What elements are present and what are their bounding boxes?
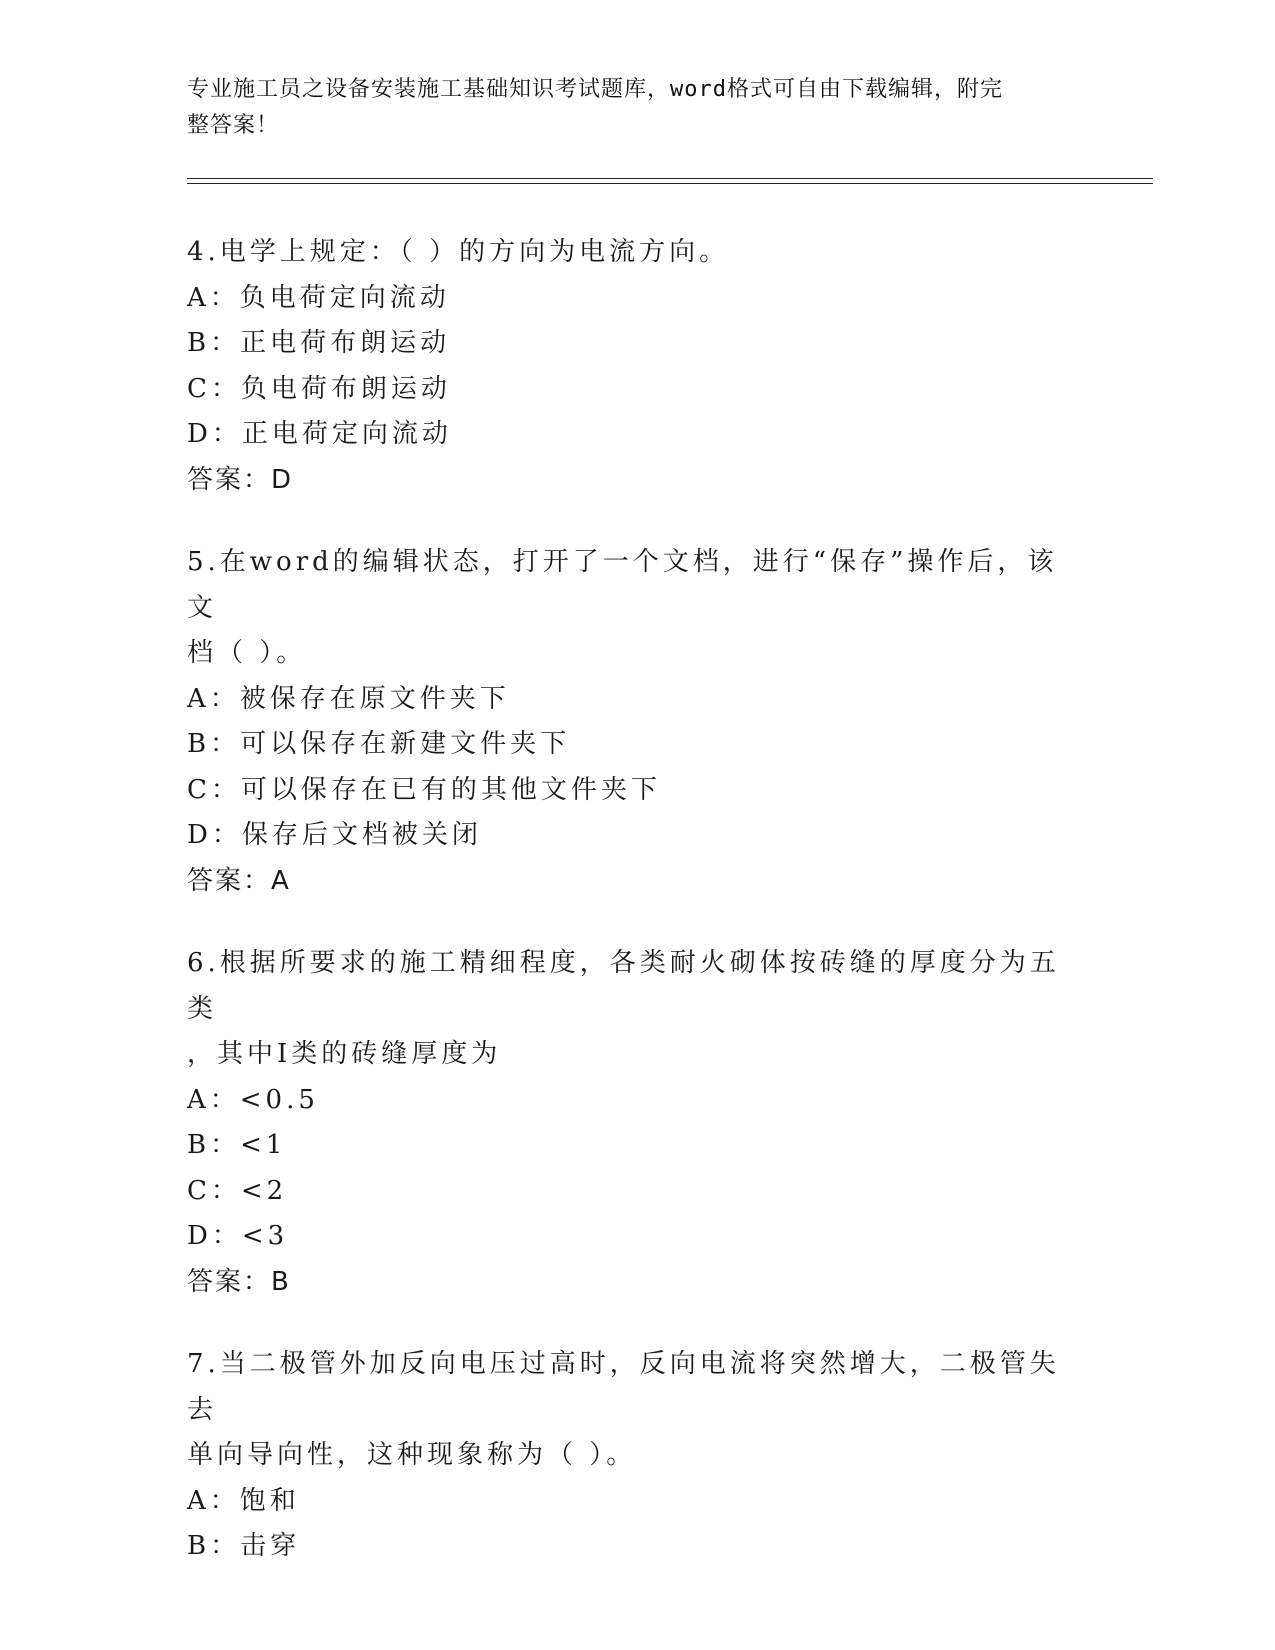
question-6 <box>187 941 1087 1305</box>
answer-line: 答案：A <box>187 865 291 896</box>
option-a: A：饱和 <box>187 1485 300 1516</box>
option-b: B：正电荷布朗运动 <box>187 328 451 358</box>
option-b: B：可以保存在新建文件夹下 <box>187 729 571 759</box>
question-stem-line: ，其中I类的砖缝厚度为 <box>187 1039 502 1069</box>
answer-line: 答案：B <box>187 1266 291 1297</box>
document-header <box>187 72 1067 144</box>
header-divider-bottom <box>187 183 1153 184</box>
question-stem-line: 单向导向性，这种现象称为（ ）。 <box>187 1440 637 1470</box>
header-line-2: 整答案！ <box>187 113 280 138</box>
question-5 <box>187 540 1087 904</box>
header-divider-top <box>187 178 1153 179</box>
question-list <box>187 230 1087 1607</box>
option-a: A：负电荷定向流动 <box>187 282 450 313</box>
option-d: D：<3 <box>187 1221 289 1251</box>
option-b: B：<1 <box>187 1130 287 1160</box>
answer-line: 答案：D <box>187 464 294 495</box>
question-stem-line: 7.当二极管外加反向电压过高时，反向电流将突然增大，二极管失去 <box>187 1349 1060 1425</box>
option-c: C：可以保存在已有的其他文件夹下 <box>187 774 661 805</box>
question-stem-line: 6.根据所要求的施工精细程度，各类耐火砌体按砖缝的厚度分为五类 <box>187 948 1060 1024</box>
question-stem-line: 档（ ）。 <box>187 638 307 668</box>
option-c: C：<2 <box>187 1175 288 1206</box>
question-7 <box>187 1342 1087 1570</box>
option-a: A：<0.5 <box>187 1084 319 1115</box>
header-line-1: 专业施工员之设备安装施工基础知识考试题库，word格式可自由下载编辑，附完 <box>187 77 1003 102</box>
option-b: B：击穿 <box>187 1531 301 1561</box>
option-d: D：正电荷定向流动 <box>187 419 452 449</box>
question-stem-line: 4.电学上规定：（ ）的方向为电流方向。 <box>187 237 730 267</box>
option-c: C：负电荷布朗运动 <box>187 373 451 404</box>
question-4 <box>187 230 1087 503</box>
option-d: D：保存后文档被关闭 <box>187 820 482 850</box>
question-stem-line: 5.在word的编辑状态，打开了一个文档，进行“保存”操作后，该文 <box>187 547 1058 623</box>
option-a: A：被保存在原文件夹下 <box>187 683 510 714</box>
